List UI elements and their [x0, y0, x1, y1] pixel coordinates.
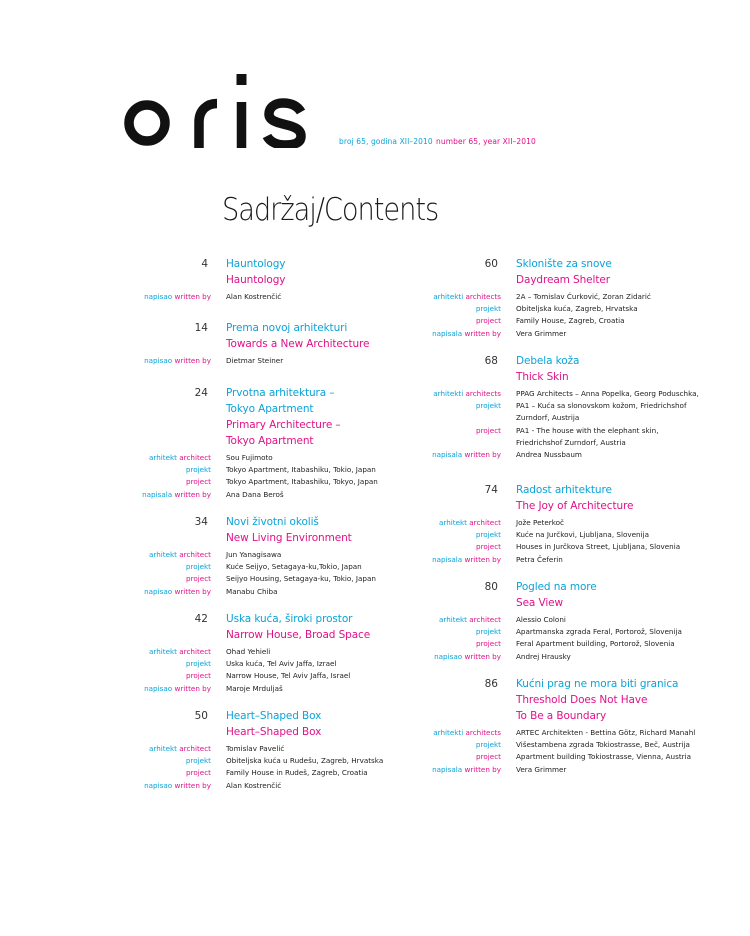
page-number: 14	[194, 322, 208, 334]
credits-list	[290, 517, 710, 566]
credit-label	[186, 755, 211, 767]
credit-label-english: architects	[465, 728, 501, 737]
page-number: 80	[484, 581, 498, 593]
article-titles	[516, 579, 597, 611]
article-title-english[interactable]: Sea View	[516, 597, 564, 609]
page-number: 42	[194, 613, 208, 625]
article-title-croatian[interactable]: Sklonište za snove	[516, 258, 612, 270]
article-title-croatian[interactable]: Prvotna arhitektura –	[226, 387, 335, 399]
article-title-croatian[interactable]: Heart–Shaped Box	[226, 710, 322, 722]
page-title: Sadržaj/Contents	[222, 192, 439, 228]
credit-label	[476, 315, 501, 327]
credit-value: ARTEC Architekten - Bettina Götz, Richard Manahl	[516, 728, 696, 737]
credit-row	[290, 727, 710, 739]
credit-value: Vera Grimmer	[516, 764, 567, 774]
credit-row	[290, 517, 710, 529]
credit-label-english: project	[476, 425, 501, 435]
credits-list	[290, 727, 710, 776]
credit-label	[433, 727, 501, 739]
page-number: 86	[484, 678, 498, 690]
credit-label	[476, 626, 501, 638]
credit-label	[476, 638, 501, 650]
credit-row	[290, 651, 710, 663]
credit-label	[433, 388, 501, 400]
credit-value: Dietmar Steiner	[226, 356, 284, 365]
credit-row	[290, 412, 710, 424]
credit-label-croatian: projekt	[475, 627, 501, 637]
credit-value: Kuće na Jurčkovi, Ljubljana, Slovenija	[516, 530, 649, 540]
credit-label	[186, 464, 211, 476]
article-title-croatian[interactable]: Kućni prag ne mora biti granica	[516, 678, 679, 690]
credit-label-english: written by	[464, 651, 501, 661]
credit-label-english: architects	[465, 389, 501, 398]
credit-label	[432, 554, 501, 566]
credit-value: Petra Čeferin	[516, 554, 563, 564]
credit-label-croatian: projekt	[475, 740, 501, 750]
credit-label-english: architect	[469, 615, 501, 624]
credit-label-croatian: arhitekti	[433, 389, 464, 398]
credit-value: Jože Peterkoč	[516, 518, 564, 527]
credit-label-croatian: projekt	[475, 530, 501, 540]
page-number: 24	[194, 387, 208, 399]
credit-value: Houses in Jurčkova Street, Ljubljana, Slovenia	[516, 542, 681, 552]
credit-value: Tokyo Apartment, Itabashiku, Tokyo, Japan	[226, 477, 378, 487]
credit-row	[290, 541, 710, 553]
credit-value: Obiteljska kuća u Rudešu, Zagreb, Hrvatska	[226, 756, 384, 766]
credit-row	[290, 388, 710, 400]
credit-label	[186, 476, 211, 488]
article-titles	[226, 256, 285, 288]
credit-label-english: project	[476, 752, 501, 762]
issue-number-english: number 65, year XII–2010	[436, 137, 536, 146]
credit-label	[144, 586, 211, 598]
credit-label	[144, 355, 211, 367]
credit-row	[290, 291, 710, 303]
article-titles	[516, 256, 612, 288]
credit-label	[476, 541, 501, 553]
credit-label-croatian: napisao	[434, 651, 463, 661]
credit-value: Family House in Rudeš, Zagreb, Croatia	[226, 768, 368, 778]
credit-label	[432, 328, 501, 340]
credit-label-croatian: napisao	[144, 292, 173, 301]
article-title-croatian[interactable]: Novi životni okoliš	[226, 516, 319, 528]
credit-label-croatian: napisala	[142, 489, 173, 499]
credit-label-croatian: napisao	[144, 780, 173, 790]
article-title-english[interactable]: Hauntology	[226, 274, 286, 286]
credit-label-english: written by	[464, 328, 501, 338]
credit-label-english: architect	[179, 453, 211, 462]
article-title-croatian[interactable]: Pogled na more	[516, 581, 597, 593]
credit-value: Andrej Hrausky	[516, 651, 571, 661]
contents-column-right	[290, 0, 699, 936]
credit-row	[290, 614, 710, 626]
credit-label-english: written by	[174, 292, 211, 301]
credit-value: Alessio Coloni	[516, 615, 566, 624]
credit-value: Apartmanska zgrada Feral, Portorož, Slovenija	[516, 627, 682, 637]
credit-value: PA1 - The house with the elephant skin,	[516, 425, 659, 435]
credit-row	[290, 400, 710, 412]
credit-label	[476, 529, 501, 541]
credit-label-croatian: arhitekt	[148, 550, 177, 559]
page-number: 60	[484, 258, 498, 270]
credit-label-croatian: arhitekt	[148, 647, 177, 656]
article-title-croatian[interactable]: Hauntology	[226, 258, 286, 270]
credit-label-english: project	[476, 639, 501, 649]
credit-label	[476, 400, 501, 412]
credit-value: Jun Yanagisawa	[226, 550, 282, 559]
credit-row	[290, 739, 710, 751]
credit-label	[434, 651, 501, 663]
credit-label-croatian: napisala	[432, 449, 463, 459]
credit-row	[290, 554, 710, 566]
credit-row	[290, 437, 710, 449]
credit-row	[290, 764, 710, 776]
credit-label	[476, 425, 501, 437]
credit-label-english: project	[186, 671, 211, 681]
credits-list	[290, 388, 710, 461]
credit-label-english: written by	[174, 586, 211, 596]
credit-value: PA1 – Kuća sa slonovskom kožom, Friedrichshof	[516, 401, 687, 411]
credit-value: Tokyo Apartment, Itabashiku, Tokio, Japan	[226, 465, 376, 475]
page-number: 74	[484, 484, 498, 496]
issue-number-croatian: broj 65, godina XII–2010	[339, 137, 433, 146]
credit-label-english: project	[186, 574, 211, 584]
credit-value: Tomislav Pavelić	[226, 744, 285, 753]
credit-value: Maroje Mrduljaš	[226, 683, 283, 693]
credit-label	[186, 767, 211, 779]
credit-label-croatian: napisao	[144, 683, 173, 693]
credit-label-english: project	[186, 477, 211, 487]
credit-value: Ohad Yehieli	[226, 647, 271, 656]
credit-value: Kuće Seijyo, Setagaya-ku,Tokio, Japan	[226, 562, 362, 572]
credit-label-croatian: projekt	[475, 304, 501, 314]
credit-label	[476, 739, 501, 751]
credit-value: Manabu Chiba	[226, 586, 278, 596]
credit-value: 2A – Tomislav Ćurković, Zoran Zidarić	[516, 292, 651, 301]
credit-label-croatian: projekt	[475, 401, 501, 411]
credit-label	[149, 452, 211, 464]
credit-value: Alan Kostrenčić	[226, 780, 282, 790]
credit-value: Seijyo Housing, Setagaya-ku, Tokio, Japan	[226, 574, 376, 584]
article-titles	[516, 353, 579, 385]
credit-label	[149, 549, 211, 561]
article-titles	[516, 482, 633, 514]
credit-label-english: written by	[464, 449, 501, 459]
credit-label-english: project	[476, 316, 501, 326]
credit-row	[290, 425, 710, 437]
credit-row	[290, 303, 710, 315]
article-title-english[interactable]: Towards a New Architecture	[226, 338, 370, 350]
credit-label-croatian: napisala	[432, 554, 463, 564]
credit-row	[290, 638, 710, 650]
credit-label-croatian: napisala	[432, 764, 463, 774]
credit-label-english: written by	[174, 780, 211, 790]
article-title-english[interactable]: Thick Skin	[516, 371, 569, 383]
credit-value: Uska kuća, Tel Aviv Jaffa, Izrael	[226, 659, 337, 669]
credit-label	[433, 291, 501, 303]
credit-value: Narrow House, Tel Aviv Jaffa, Israel	[226, 671, 351, 681]
article-title-english[interactable]: Tokyo Apartment	[226, 435, 314, 447]
credit-label	[149, 646, 211, 658]
credit-row	[290, 751, 710, 763]
article-title-english[interactable]: New Living Environment	[226, 532, 352, 544]
credit-label-croatian: arhitekti	[433, 292, 464, 301]
article-title-croatian[interactable]: Tokyo Apartment	[226, 403, 314, 415]
credit-label-croatian: projekt	[185, 756, 211, 766]
credit-value: PPAG Architects – Anna Popelka, Georg Poduschka,	[516, 389, 699, 398]
credit-label	[144, 291, 211, 303]
article-title-english[interactable]: Threshold Does Not Have	[516, 694, 648, 706]
credit-label-croatian: napisao	[144, 356, 173, 365]
credit-label-english: written by	[174, 683, 211, 693]
credit-label	[439, 614, 501, 626]
credit-label-croatian: arhitekt	[148, 744, 177, 753]
article-title-croatian[interactable]: Uska kuća, široki prostor	[226, 613, 353, 625]
article-title-english[interactable]: Daydream Shelter	[516, 274, 610, 286]
credit-label-croatian: arhitekt	[438, 518, 467, 527]
credit-label	[476, 751, 501, 763]
credit-value: Family House, Zagreb, Croatia	[516, 316, 625, 326]
credit-label-croatian: napisala	[432, 328, 463, 338]
credit-label	[144, 683, 211, 695]
credit-label-english: written by	[464, 554, 501, 564]
credit-value: Andrea Nussbaum	[516, 449, 582, 459]
credit-label-croatian: napisao	[144, 586, 173, 596]
article-title-croatian[interactable]: Radost arhitekture	[516, 484, 612, 496]
credit-value: Obiteljska kuća, Zagreb, Hrvatska	[516, 304, 638, 314]
credit-value: Ana Dana Beroš	[226, 489, 284, 499]
credit-label-english: architect	[179, 550, 211, 559]
article-title-croatian[interactable]: Prema novoj arhitekturi	[226, 322, 348, 334]
credit-value: Apartment building Tokiostrasse, Vienna, Austria	[516, 752, 691, 762]
page-number: 50	[194, 710, 208, 722]
article-title-english[interactable]: Narrow House, Broad Space	[226, 629, 371, 641]
credit-value: Vera Grimmer	[516, 328, 567, 338]
credit-label-croatian: projekt	[185, 562, 211, 572]
credit-label-english: project	[186, 768, 211, 778]
article-title-english[interactable]: To Be a Boundary	[516, 710, 607, 722]
credit-label	[186, 670, 211, 682]
credit-label	[432, 764, 501, 776]
credit-label	[186, 561, 211, 573]
page-number: 4	[201, 258, 208, 270]
page-number: 68	[484, 355, 498, 367]
credit-label-english: project	[476, 542, 501, 552]
credit-label	[144, 780, 211, 792]
credits-list	[290, 614, 710, 663]
article-titles	[516, 676, 678, 724]
credit-label-english: written by	[464, 764, 501, 774]
credit-value: Friedrichshof Zurndorf, Austria	[516, 437, 626, 447]
article-title-english[interactable]: The Joy of Architecture	[516, 500, 634, 512]
article-title-croatian[interactable]: Debela koža	[516, 355, 580, 367]
credit-label	[476, 303, 501, 315]
credit-label-english: written by	[174, 489, 211, 499]
credit-label-english: architects	[465, 292, 501, 301]
credit-label-croatian: projekt	[185, 465, 211, 475]
credit-label-english: written by	[174, 356, 211, 365]
credit-label-english: architect	[469, 518, 501, 527]
credit-label	[149, 743, 211, 755]
credit-label	[432, 449, 501, 461]
credit-label	[186, 573, 211, 585]
article-title-english[interactable]: Heart–Shaped Box	[226, 726, 322, 738]
credit-value: Feral Apartment building, Portorož, Slovenia	[516, 639, 675, 649]
credits-list	[290, 291, 710, 340]
credit-row	[290, 328, 710, 340]
credit-label	[142, 489, 211, 501]
credit-label	[186, 658, 211, 670]
credit-label-english: architect	[179, 647, 211, 656]
credit-value: Zurndorf, Austrija	[516, 413, 580, 423]
credit-row	[290, 449, 710, 461]
credit-row	[290, 315, 710, 327]
credit-value: Sou Fujimoto	[226, 453, 273, 462]
article-title-english[interactable]: Primary Architecture –	[226, 419, 341, 431]
page-number: 34	[194, 516, 208, 528]
credit-value: Višestambena zgrada Tokiostrasse, Beč, Austrija	[516, 740, 690, 750]
credit-label	[439, 517, 501, 529]
credit-label-croatian: projekt	[185, 659, 211, 669]
credit-row	[290, 626, 710, 638]
credit-label-croatian: arhitekt	[438, 615, 467, 624]
credit-label-croatian: arhitekt	[148, 453, 177, 462]
credit-label-croatian: arhitekti	[433, 728, 464, 737]
credit-label-english: architect	[179, 744, 211, 753]
credit-row	[290, 529, 710, 541]
credit-value: Alan Kostrenčić	[226, 292, 282, 301]
